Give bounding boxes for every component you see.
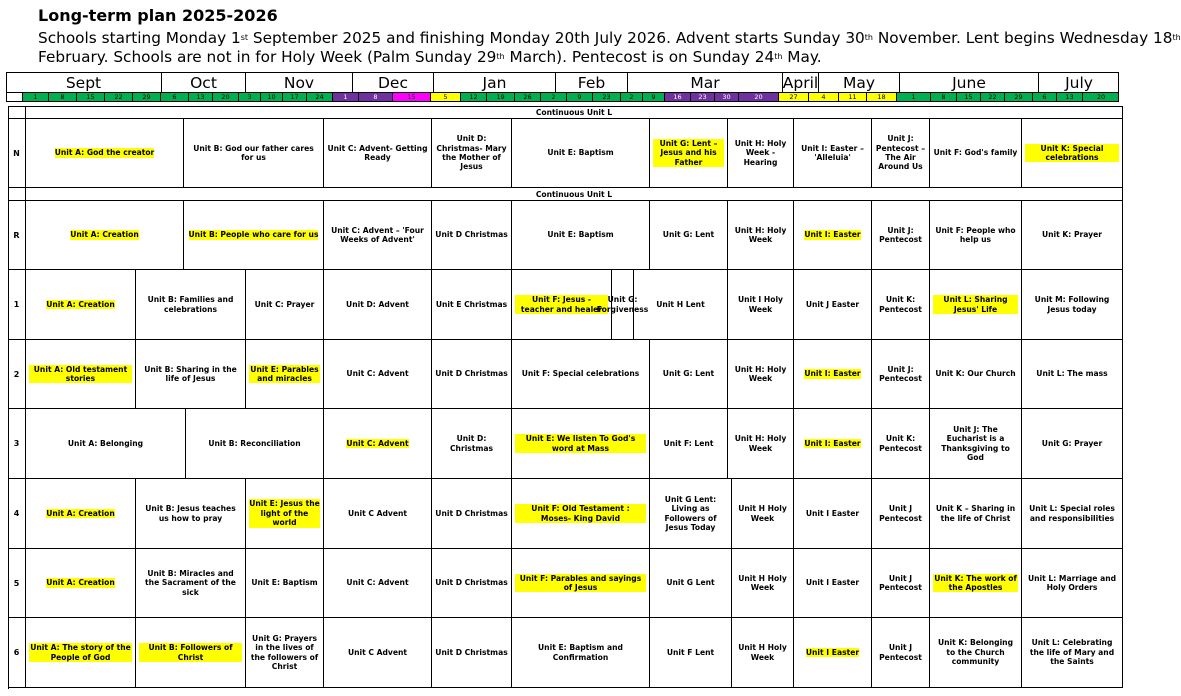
unit-text: Unit D: Christmas: [449, 434, 494, 453]
unit-text: Unit A: Creation: [46, 299, 115, 309]
unit-text: Unit F: Old Testament : Moses- King David: [515, 504, 646, 523]
unit-text: Unit B: People who care for us: [188, 230, 319, 240]
unit-cell: [872, 340, 930, 409]
unit-cell: [512, 201, 650, 270]
week-cell: 15: [956, 92, 980, 102]
unit-text: Unit A: Creation: [70, 230, 139, 240]
row-label: 6: [8, 618, 26, 688]
unit-cell: [512, 618, 650, 688]
unit-text: Unit H: Holy Week -Hearing: [734, 138, 787, 167]
unit-text: Unit K: Belonging to the Church community: [937, 638, 1014, 667]
unit-text: Unit F: God's family: [933, 148, 1018, 158]
unit-text: Unit I Easter: [805, 508, 860, 518]
unit-cell: [432, 270, 512, 340]
month-mar: Mar: [628, 72, 783, 93]
unit-cell: [596, 270, 649, 340]
unit-text: Unit A: Belonging: [67, 438, 144, 448]
unit-text: Unit A: The story of the People of God: [30, 643, 131, 662]
unit-text: Unit D: Christmas- Mary the Mother of Jesus: [436, 134, 507, 172]
unit-cell: [246, 479, 324, 549]
unit-cell: [432, 340, 512, 409]
week-cell: 18: [866, 92, 896, 102]
unit-text: Unit E Christmas: [435, 299, 508, 309]
week-cell: 2: [540, 92, 566, 102]
unit-text: Unit E: Baptism: [547, 148, 614, 158]
unit-cell: [1022, 618, 1123, 688]
unit-text: Unit F: People who help us: [935, 225, 1016, 244]
unit-text: Unit E: Baptism: [547, 230, 614, 240]
week-cell: 15: [392, 92, 430, 102]
unit-cell: [872, 549, 930, 618]
unit-cell: [26, 618, 136, 688]
week-cell: 15: [76, 92, 104, 102]
unit-cell: [930, 201, 1022, 270]
week-cell: 1: [22, 92, 48, 102]
week-cell: 1: [896, 92, 930, 102]
unit-text: Unit G Lent: [666, 578, 715, 588]
unit-text: Unit G: Lent: [662, 369, 715, 379]
unit-text: Unit F Lent: [666, 647, 715, 657]
page-title: Long-term plan 2025-2026: [38, 6, 278, 25]
row-label: N: [8, 119, 26, 188]
unit-text: Unit K – Sharing in the life of Christ: [935, 504, 1016, 523]
unit-text: Unit F: Parables and sayings of Jesus: [515, 574, 646, 593]
unit-text: Unit H: Holy Week: [734, 364, 787, 383]
unit-cell: [1022, 270, 1123, 340]
unit-cell: [184, 201, 324, 270]
week-cell: 5: [430, 92, 460, 102]
unit-text: Unit C: Prayer: [254, 299, 315, 309]
unit-cell: [634, 270, 728, 340]
unit-cell: [246, 340, 324, 409]
unit-cell: [794, 549, 872, 618]
unit-text: Unit J Easter: [805, 299, 860, 309]
month-july: July: [1065, 73, 1093, 92]
week-cell: 27: [778, 92, 808, 102]
unit-cell: [794, 119, 872, 188]
unit-text: Unit B: Miracles and the Sacrament of the sick: [145, 568, 236, 597]
unit-cell: [184, 119, 324, 188]
unit-cell: [324, 340, 432, 409]
unit-cell: [650, 549, 732, 618]
unit-text: Unit J Pentecost: [879, 643, 922, 662]
week-cell: 17: [282, 92, 306, 102]
unit-cell: [794, 618, 872, 688]
unit-text: Unit E: Parables and miracles: [250, 364, 319, 383]
unit-cell: [432, 409, 512, 479]
unit-text: Unit C: Advent: [346, 438, 409, 448]
unit-text: Unit K: Pentecost: [879, 434, 922, 453]
unit-text: Unit I: Easter: [804, 369, 861, 379]
unit-cell: [26, 201, 184, 270]
unit-text: Unit B: God our father cares for us: [193, 143, 314, 162]
unit-cell: [650, 201, 728, 270]
unit-text: Unit F: Lent: [663, 438, 714, 448]
unit-cell: [728, 119, 794, 188]
unit-cell: [872, 201, 930, 270]
row-label: 4: [8, 479, 26, 549]
unit-cell: [324, 409, 432, 479]
unit-cell: [512, 549, 650, 618]
unit-cell: [930, 549, 1022, 618]
unit-cell: [512, 409, 650, 479]
unit-text: Unit H Holy Week: [738, 504, 787, 523]
unit-text: Unit K: The work of the Apostles: [934, 573, 1017, 592]
unit-cell: [512, 119, 650, 188]
plan-grid: [8, 106, 1123, 689]
unit-cell: [186, 409, 324, 479]
unit-text: Unit C Advent: [347, 508, 408, 518]
unit-cell: [794, 340, 872, 409]
unit-text: Unit L: Special roles and responsibilities: [1029, 504, 1115, 523]
unit-cell: [432, 549, 512, 618]
unit-cell: [872, 479, 930, 549]
row-label-spacer: [8, 188, 26, 201]
month-feb: Feb: [556, 72, 628, 93]
unit-cell: [872, 409, 930, 479]
unit-cell: [728, 340, 794, 409]
unit-text: Unit L: Sharing Jesus' Life: [933, 295, 1018, 314]
unit-text: Unit E: Baptism and Confirmation: [538, 643, 623, 662]
unit-cell: [432, 479, 512, 549]
unit-cell: [1022, 340, 1123, 409]
unit-text: Unit D: Advent: [346, 299, 409, 309]
unit-text: Unit J: Pentecost: [879, 225, 922, 244]
unit-text: Unit B: Followers of Christ: [139, 643, 242, 662]
month-may: May: [819, 72, 900, 93]
unit-text: Unit A: God the creator: [54, 148, 155, 158]
unit-cell: [872, 270, 930, 340]
row-label-spacer: [8, 106, 26, 119]
week-cell: 4: [808, 92, 838, 102]
unit-text: Unit H Holy Week: [738, 643, 787, 662]
unit-cell: [650, 409, 728, 479]
unit-text: Unit I Holy Week: [737, 295, 784, 314]
week-cell: 8: [930, 92, 956, 102]
unit-cell: [1022, 549, 1123, 618]
week-cell: 24: [306, 92, 332, 102]
week-cell: 13: [1056, 92, 1082, 102]
unit-cell: [732, 479, 794, 549]
unit-cell: [930, 340, 1022, 409]
unit-text: Unit D Christmas: [435, 647, 508, 657]
unit-cell: [732, 618, 794, 688]
unit-cell: [26, 479, 136, 549]
unit-text: Unit I: Easter – 'Alleluia': [801, 143, 864, 162]
unit-text: Unit D Christmas: [435, 508, 508, 518]
unit-text: Unit H Holy Week: [738, 573, 787, 592]
unit-text: Unit I: Easter: [804, 230, 861, 240]
week-cell: 20: [1082, 92, 1119, 102]
unit-cell: [930, 270, 1022, 340]
unit-text: Unit F: Special celebrations: [521, 369, 640, 379]
week-cell: 2: [620, 92, 642, 102]
unit-text: Unit E: Jesus the light of the world: [249, 499, 320, 528]
unit-text: Unit G Lent: Living as Followers of Jesus Today: [664, 494, 717, 532]
unit-cell: [136, 618, 246, 688]
unit-cell: [324, 201, 432, 270]
unit-text: Unit B: Families and celebrations: [147, 295, 234, 314]
unit-text: Unit E: We listen To God's word at Mass: [515, 434, 646, 453]
week-cell: 23: [690, 92, 714, 102]
continuous-unit-banner: Continuous Unit L: [26, 188, 1123, 201]
unit-text: Unit I: Easter: [804, 438, 861, 448]
unit-text: Unit G: Prayer: [1041, 438, 1103, 448]
unit-cell: [26, 119, 184, 188]
week-cell: 20: [212, 92, 238, 102]
unit-text: Unit I Easter: [805, 578, 860, 588]
unit-cell: [930, 119, 1022, 188]
week-cell: 22: [980, 92, 1004, 102]
unit-text: Unit J Pentecost: [879, 504, 922, 523]
unit-cell: [246, 549, 324, 618]
unit-cell: [26, 270, 136, 340]
month-header: [6, 72, 1119, 93]
week-cell: 19: [486, 92, 514, 102]
month-april: April: [782, 73, 819, 92]
unit-text: Unit L: Marriage and Holy Orders: [1027, 573, 1117, 592]
unit-cell: [432, 618, 512, 688]
unit-text: Unit A: Creation: [46, 508, 115, 518]
unit-text: Unit H: Holy Week: [734, 434, 787, 453]
unit-text: Unit G: Lent – Jesus and his Father: [653, 139, 724, 167]
row-label: 1: [8, 270, 26, 340]
unit-cell: [324, 119, 432, 188]
week-cell: 9: [566, 92, 592, 102]
unit-text: Unit G: Prayers in the lives of the followers of Christ: [250, 633, 319, 671]
unit-cell: [512, 340, 650, 409]
unit-text: Unit F: Jesus - teacher and healer: [515, 295, 608, 314]
unit-cell: [136, 270, 246, 340]
unit-text: Unit J: Pentecost – The Air Around Us: [875, 134, 926, 172]
unit-cell: [650, 479, 732, 549]
unit-cell: [1022, 409, 1123, 479]
unit-cell: [324, 479, 432, 549]
unit-cell: [794, 201, 872, 270]
unit-cell: [650, 340, 728, 409]
row-label: 3: [8, 409, 26, 479]
unit-text: Unit J: Pentecost: [879, 364, 922, 383]
unit-text: Unit D Christmas: [435, 369, 508, 379]
unit-text: Unit C: Advent: [346, 578, 409, 588]
unit-cell: [26, 409, 186, 479]
unit-text: Unit H: Holy Week: [734, 225, 787, 244]
unit-text: Unit C: Advent – 'Four Weeks of Advent': [331, 225, 424, 244]
week-cell: 12: [460, 92, 486, 102]
unit-text: Unit C: Advent- Getting Ready: [327, 143, 428, 162]
unit-cell: [872, 119, 930, 188]
unit-cell: [136, 549, 246, 618]
unit-text: Unit G: Forgiveness: [596, 295, 649, 314]
unit-text: Unit M: Following Jesus today: [1034, 295, 1110, 314]
unit-text: Unit D Christmas: [435, 578, 508, 588]
unit-cell: [1022, 201, 1123, 270]
unit-cell: [512, 479, 650, 549]
month-sept: Sept: [6, 72, 162, 93]
unit-cell: [324, 618, 432, 688]
unit-text: Unit C Advent: [347, 647, 408, 657]
week-strip: [6, 92, 1119, 102]
unit-cell: [26, 340, 136, 409]
unit-text: Unit K: Prayer: [1041, 230, 1103, 240]
unit-text: Unit L: Celebrating the life of Mary and the Saints: [1029, 638, 1115, 667]
unit-cell: [930, 409, 1022, 479]
week-cell: 6: [160, 92, 188, 102]
month-jan: Jan: [434, 72, 556, 93]
unit-cell: [794, 270, 872, 340]
intro-line-1: Schools starting Monday 1st September 2025 and finishing Monday 20th July 2026. Advent starts Sunday 30th November. Lent begins Wednesday 18th: [38, 29, 1181, 47]
week-cell: 6: [1032, 92, 1056, 102]
month-nov: Nov: [246, 72, 353, 93]
unit-cell: [324, 270, 432, 340]
unit-text: Unit I Easter: [805, 647, 860, 657]
unit-text: Unit J Pentecost: [879, 573, 922, 592]
unit-cell: [432, 201, 512, 270]
week-cell: 22: [104, 92, 132, 102]
month-oct: Oct: [162, 72, 246, 93]
unit-text: Unit A: Old testament stories: [29, 365, 132, 384]
unit-cell: [1022, 479, 1123, 549]
week-cell: 9: [642, 92, 664, 102]
week-cell: 29: [1004, 92, 1032, 102]
week-cell: 29: [132, 92, 160, 102]
week-cell: 8: [48, 92, 76, 102]
unit-cell: [432, 119, 512, 188]
week-cell: 26: [514, 92, 540, 102]
month-dec: Dec: [353, 72, 434, 93]
unit-text: Unit H Lent: [656, 299, 705, 309]
row-label: 2: [8, 340, 26, 409]
unit-text: Unit G: Lent: [662, 230, 715, 240]
unit-cell: [246, 618, 324, 688]
unit-text: Unit K: Pentecost: [879, 295, 922, 314]
unit-cell: [650, 119, 728, 188]
unit-cell: [136, 340, 246, 409]
unit-cell: [728, 201, 794, 270]
unit-cell: [26, 549, 136, 618]
unit-cell: [246, 270, 324, 340]
unit-text: Unit J: The Eucharist is a Thanksgiving to God: [941, 424, 1010, 462]
intro-line-2: February. Schools are not in for Holy Week (Palm Sunday 29th March). Pentecost is on Sunday 24th May.: [38, 48, 822, 66]
week-cell: 8: [358, 92, 392, 102]
unit-text: Unit L: The mass: [1036, 369, 1108, 379]
row-label: R: [8, 201, 26, 270]
unit-cell: [930, 479, 1022, 549]
week-cell: 20: [738, 92, 778, 102]
unit-text: Unit K: Special celebrations: [1025, 144, 1119, 163]
week-cell: 13: [188, 92, 212, 102]
unit-text: Unit B: Sharing in the life of Jesus: [144, 364, 237, 383]
unit-text: Unit D Christmas: [435, 230, 508, 240]
unit-cell: [136, 479, 246, 549]
month-june: June: [900, 72, 1039, 93]
unit-cell: [732, 549, 794, 618]
unit-cell: [872, 618, 930, 688]
unit-text: Unit A: Creation: [46, 578, 115, 588]
week-cell: 10: [260, 92, 282, 102]
week-cell: 3: [238, 92, 260, 102]
unit-cell: [794, 479, 872, 549]
unit-cell: [728, 270, 794, 340]
week-cell: 16: [664, 92, 690, 102]
week-cell: 30: [714, 92, 738, 102]
unit-text: Unit E: Baptism: [251, 578, 318, 588]
unit-text: Unit B: Jesus teaches us how to pray: [145, 504, 236, 523]
row-label: 5: [8, 549, 26, 618]
unit-text: Unit C: Advent: [346, 369, 409, 379]
unit-cell: [1022, 119, 1123, 188]
unit-cell: [728, 409, 794, 479]
unit-text: Unit K: Our Church: [935, 369, 1016, 379]
unit-cell: [930, 618, 1022, 688]
continuous-unit-banner: Continuous Unit L: [26, 106, 1123, 119]
week-cell: 23: [592, 92, 620, 102]
unit-cell: [324, 549, 432, 618]
unit-cell: [650, 618, 732, 688]
unit-text: Unit B: Reconciliation: [208, 438, 301, 448]
week-cell: 1: [332, 92, 358, 102]
unit-cell: [794, 409, 872, 479]
week-cell: 11: [838, 92, 866, 102]
